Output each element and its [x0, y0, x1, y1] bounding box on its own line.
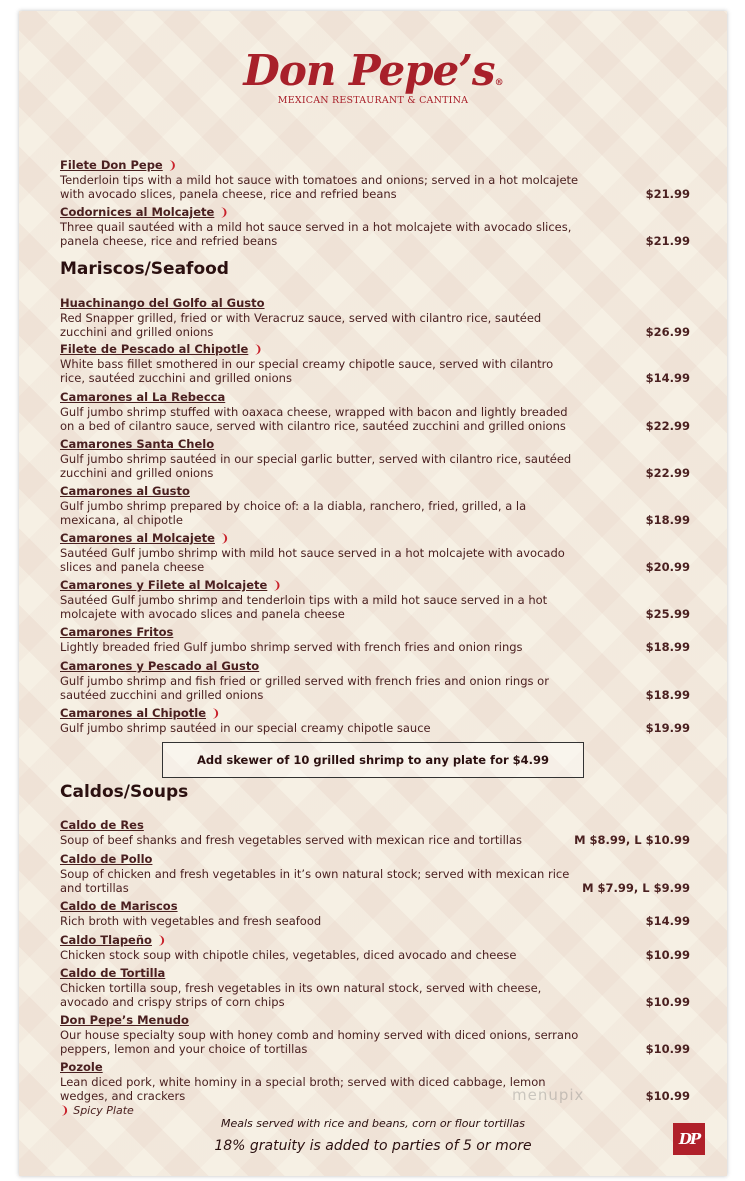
menu-item — [60, 702, 690, 735]
menu-item-description: Gulf jumbo shrimp stuffed with oaxaca cheese, wrapped with bacon and lightly breaded on a bed of cilantro sauce, served with cilantro rice, sautéed zucchini and grilled onions — [60, 405, 568, 433]
menu-page — [19, 11, 727, 1176]
restaurant-logo — [19, 47, 727, 106]
menu-item-price: $10.99 — [645, 1042, 690, 1056]
menu-item-description: Sautéed Gulf jumbo shrimp and tenderloin tips with a mild hot sauce served in a hot molcajete with avocado slices and panela cheese — [60, 593, 548, 621]
menu-item-name: Camarones al La Rebecca — [60, 390, 226, 404]
gratuity-note: 18% gratuity is added to parties of 5 or more — [214, 1138, 532, 1154]
menu-item-description: Lightly breaded fried Gulf jumbo shrimp served with french fries and onion rings — [60, 640, 523, 654]
menu-item-header — [60, 1009, 690, 1028]
menu-item-header — [60, 814, 690, 833]
menu-item — [60, 1009, 690, 1056]
menu-item-description: Sautéed Gulf jumbo shrimp with mild hot sauce served in a hot molcajete with avocado slices and panela cheese — [60, 546, 565, 574]
menu-item-price: $10.99 — [645, 948, 690, 962]
chili-pepper-icon: ❩ — [156, 934, 167, 947]
menu-item-header — [60, 292, 690, 311]
menu-item-header — [60, 480, 690, 499]
menu-item — [60, 338, 690, 385]
menu-item-header — [60, 929, 690, 948]
menu-item-description: White bass fillet smothered in our special creamy chipotle sauce, served with cilantro rice, sautéed zucchini and grilled onions — [60, 357, 554, 385]
menu-item-description: Our house specialty soup with honey comb and hominy served with diced onions, serrano peppers, lemon and your choice of tortillas — [60, 1028, 579, 1056]
section-title-seafood: Mariscos/Seafood — [60, 259, 229, 279]
menu-item-name: Caldo Tlapeño — [60, 933, 152, 947]
menu-item-header — [60, 1056, 690, 1075]
menu-item — [60, 480, 690, 527]
menu-item-price: $21.99 — [645, 234, 690, 248]
menu-item-header — [60, 702, 690, 721]
menu-item-price: $18.99 — [645, 688, 690, 702]
chili-pepper-icon: ❩ — [167, 159, 177, 172]
menu-item-price: $18.99 — [645, 513, 690, 527]
menu-item-price: $18.99 — [645, 640, 690, 654]
menu-item-header — [60, 154, 690, 173]
chili-pepper-icon: ❩ — [60, 1104, 70, 1117]
menu-item-description: Three quail sautéed with a mild hot sauce served in a hot molcajete with avocado slices, panela cheese, rice and refried beans — [60, 220, 572, 248]
menu-item-description: Gulf jumbo shrimp prepared by choice of: a la diabla, ranchero, fried, grilled, a la mexicana, al chipotle — [60, 499, 527, 527]
menu-item-description: Tenderloin tips with a mild hot sauce with tomatoes and onions; served in a hot molcajete with avocado slices, panela cheese, rice and refried beans — [60, 173, 579, 201]
menu-item-header — [60, 574, 690, 593]
menu-item-description: Soup of beef shanks and fresh vegetables served with mexican rice and tortillas — [60, 833, 522, 847]
menu-item-header — [60, 201, 690, 220]
menu-item-name: Camarones al Molcajete — [60, 531, 215, 545]
menu-item-name: Camarones y Pescado al Gusto — [60, 659, 260, 673]
menu-item-name: Filete Don Pepe — [60, 158, 163, 172]
menu-item-header — [60, 895, 690, 914]
menu-item — [60, 814, 690, 847]
logo-subtitle: MEXICAN RESTAURANT & CANTINA — [277, 95, 469, 106]
menu-item-name: Don Pepe’s Menudo — [60, 1013, 189, 1027]
menu-item-name: Pozole — [60, 1060, 103, 1074]
menu-item-description: Chicken tortilla soup, fresh vegetables in its own natural stock, served with cheese, avocado and crispy strips of corn chips — [60, 981, 542, 1009]
menu-item-description: Gulf jumbo shrimp and fish fried or grilled served with french fries and onion rings or sautéed zucchini and grilled onions — [60, 674, 549, 702]
menu-item-price: $25.99 — [645, 607, 690, 621]
chili-pepper-icon: ❩ — [219, 206, 229, 219]
spicy-legend — [60, 1104, 134, 1117]
menu-item — [60, 929, 690, 962]
menu-item-price: $14.99 — [645, 371, 690, 385]
menu-item-description: Rich broth with vegetables and fresh seafood — [60, 914, 322, 928]
menu-item-header — [60, 527, 690, 546]
menu-item — [60, 201, 690, 248]
menu-item — [60, 655, 690, 702]
menu-item-header — [60, 962, 690, 981]
menu-item — [60, 848, 690, 895]
menu-item-description: Chicken stock soup with chipotle chiles, vegetables, diced avocado and cheese — [60, 948, 517, 962]
menu-item-header — [60, 386, 690, 405]
spicy-legend-label: Spicy Plate — [73, 1104, 134, 1117]
menu-item-price: $14.99 — [645, 914, 690, 928]
menu-item-price: $10.99 — [645, 1089, 690, 1103]
section-title-soups: Caldos/Soups — [60, 782, 189, 802]
menu-item-price: M $7.99, L $9.99 — [582, 881, 690, 895]
chili-pepper-icon: ❩ — [219, 532, 230, 545]
menu-item — [60, 574, 690, 621]
menu-item-price: $22.99 — [645, 466, 690, 480]
skewer-note-box — [162, 742, 584, 778]
menu-item-name: Camarones y Filete al Molcajete — [60, 578, 268, 592]
dp-logo-badge: DP — [673, 1123, 705, 1155]
menu-item-name: Camarones al Gusto — [60, 484, 190, 498]
menu-item-name: Caldo de Pollo — [60, 852, 153, 866]
meals-note: Meals served with rice and beans, corn or flour tortillas — [220, 1117, 526, 1130]
menu-item-price: $21.99 — [645, 187, 690, 201]
menu-item-header — [60, 621, 690, 640]
menu-item-description: Gulf jumbo shrimp sautéed in our special garlic butter, served with cilantro rice, sautéed zucchini and grilled onions — [60, 452, 572, 480]
menu-item-name: Caldo de Res — [60, 818, 144, 832]
menu-item-name: Codornices al Molcajete — [60, 205, 215, 219]
menu-item-description: Gulf jumbo shrimp sautéed in our special creamy chipotle sauce — [60, 721, 431, 735]
menu-item-name: Caldo de Mariscos — [60, 899, 178, 913]
menu-item — [60, 621, 690, 654]
menu-item-description: Soup of chicken and fresh vegetables in it’s own natural stock; served with mexican rice and tortillas — [60, 867, 570, 895]
menu-item-name: Huachinango del Golfo al Gusto — [60, 296, 265, 310]
menu-item-description: Lean diced pork, white hominy in a special broth; served with diced cabbage, lemon wedges, and crackers — [60, 1075, 546, 1103]
menu-item-price: $20.99 — [645, 560, 690, 574]
watermark: menupix — [512, 1086, 585, 1104]
menu-item — [60, 154, 690, 201]
menu-item-name: Caldo de Tortilla — [60, 966, 166, 980]
menu-item-price: $10.99 — [645, 995, 690, 1009]
menu-item-name: Camarones al Chipotle — [60, 706, 206, 720]
menu-item — [60, 386, 690, 433]
menu-item-price: $26.99 — [645, 325, 690, 339]
menu-item-header — [60, 848, 690, 867]
menu-item — [60, 527, 690, 574]
menu-item — [60, 962, 690, 1009]
menu-item-description: Red Snapper grilled, fried or with Veracruz sauce, served with cilantro rice, sautéed zucchini and grilled onions — [60, 311, 542, 339]
chili-pepper-icon: ❩ — [211, 707, 221, 720]
chili-pepper-icon: ❩ — [272, 579, 282, 592]
logo-name: Don Pepe’s — [243, 46, 495, 95]
menu-item-header — [60, 655, 690, 674]
menu-item-header — [60, 433, 690, 452]
menu-item-price: $19.99 — [645, 721, 690, 735]
menu-item — [60, 1056, 690, 1103]
chili-pepper-icon: ❩ — [253, 343, 263, 356]
menu-item-header — [60, 338, 690, 357]
skewer-note: Add skewer of 10 grilled shrimp to any plate for $4.99 — [196, 753, 550, 767]
menu-item-price: M $8.99, L $10.99 — [574, 833, 690, 847]
menu-item — [60, 433, 690, 480]
menu-item-name: Camarones Fritos — [60, 625, 174, 639]
menu-item — [60, 292, 690, 339]
registered-mark: ® — [494, 78, 503, 88]
menu-item-price: $22.99 — [645, 419, 690, 433]
menu-item-name: Camarones Santa Chelo — [60, 437, 215, 451]
menu-item — [60, 895, 690, 928]
menu-item-name: Filete de Pescado al Chipotle — [60, 342, 249, 356]
